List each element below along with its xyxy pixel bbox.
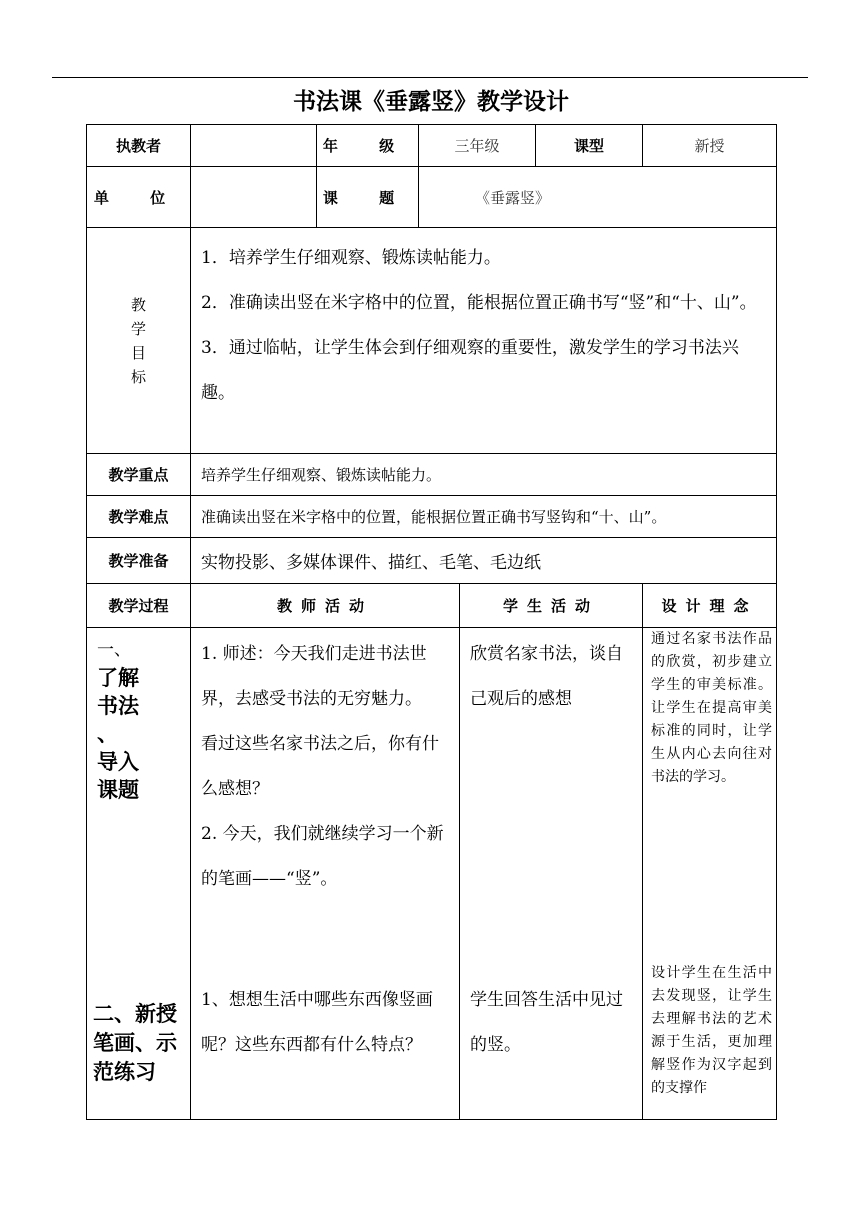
info-row-2: [87, 167, 777, 228]
process-label: 教学过程: [87, 584, 191, 628]
step-1-line: 课题: [97, 778, 139, 802]
objectives-list: [191, 228, 777, 454]
objectives-label: [87, 228, 191, 454]
objective-item: 1．培养学生仔细观察、锻炼读帖能力。: [201, 248, 501, 268]
teacher-activity-line: 2. 今天，我们就继续学习一个新的笔画——“竖”。: [201, 824, 444, 889]
teacher-activity-line: 1、想想生活中哪些东西像竖画呢？这些东西都有什么特点？: [201, 990, 433, 1055]
unit-value: [191, 167, 317, 228]
difficulty-value: 准确读出竖在米字格中的位置，能根据位置正确书写竖钩和“十、山”。: [191, 496, 777, 538]
difficulty-row: [87, 496, 777, 538]
step-1-prefix: 一、: [97, 640, 131, 660]
info-row-1: [87, 125, 777, 167]
step-1-line: 、: [97, 722, 118, 746]
objectives-label-char: 标: [130, 367, 146, 386]
step-1-line: 了解: [97, 666, 139, 690]
teacher-label: 执教者: [87, 125, 191, 167]
teacher-activity-line: 看过这些名家书法之后，你有什么感想？: [201, 734, 439, 799]
top-rule: [52, 77, 808, 78]
objectives-label-char: 学: [130, 319, 146, 338]
step-1-line: 导入: [97, 750, 139, 774]
design-concept-cell: [643, 628, 777, 1120]
teacher-value: [191, 125, 317, 167]
objectives-label-char: 目: [130, 343, 146, 362]
lesson-type-label: 课型: [536, 125, 643, 167]
step-1-line: 书法: [97, 694, 139, 718]
topic-label: 课 题: [317, 167, 419, 228]
design-concept-2: 设计学生在生活中去发现竖，让学生去理解书法的艺术源于生活，更加理解竖作为汉字起到的支撑作: [651, 965, 773, 1096]
student-activity-2: 学生回答生活中见过的竖。: [470, 990, 623, 1055]
design-concept-1: 通过名家书法作品的欣赏，初步建立学生的审美标准。让学生在提高审美标准的同时，让学生从内心去向往对书法的学习。: [651, 631, 773, 785]
step-2-line: 范练习: [93, 1060, 156, 1084]
key-point-value: 培养学生仔细观察、锻炼读帖能力。: [191, 454, 777, 496]
process-content-row: [87, 628, 777, 1120]
step-1: [97, 636, 139, 804]
topic-value: 《垂露竖》: [419, 167, 777, 228]
objectives-row: [87, 228, 777, 454]
teacher-activity-2: [191, 978, 459, 1068]
process-header-row: [87, 584, 777, 628]
teacher-activity-header: 教师活动: [191, 584, 460, 628]
lesson-type-value: 新授: [643, 125, 777, 167]
student-activity-cell: [460, 628, 643, 1120]
key-point-row: [87, 454, 777, 496]
key-point-label: 教学重点: [87, 454, 191, 496]
preparation-value: 实物投影、多媒体课件、描红、毛笔、毛边纸: [191, 538, 777, 584]
step-2-line: 笔画、示: [93, 1031, 177, 1055]
grade-label: 年 级: [317, 125, 419, 167]
preparation-row: [87, 538, 777, 584]
teacher-activity-cell: [191, 628, 460, 1120]
teacher-activity-1: [191, 632, 459, 902]
student-activity-header: 学生活动: [460, 584, 643, 628]
student-activity-1: 欣赏名家书法，谈自己观后的感想: [470, 644, 623, 709]
process-steps: [87, 628, 191, 1120]
objective-item: 3．通过临帖，让学生体会到仔细观察的重要性，激发学生的学习书法兴趣。: [201, 338, 739, 403]
objectives-label-char: 教: [130, 295, 146, 314]
unit-label: 单 位: [87, 167, 191, 228]
preparation-label: 教学准备: [87, 538, 191, 584]
page-title: 书法课《垂露竖》教学设计: [293, 89, 569, 115]
design-concept-header: 设计理念: [643, 584, 777, 628]
difficulty-label: 教学难点: [87, 496, 191, 538]
step-2: [93, 1000, 189, 1087]
step-2-line: 二、新授: [93, 1002, 177, 1026]
grade-value: 三年级: [419, 125, 536, 167]
lesson-plan-table: [86, 124, 777, 1120]
teacher-activity-line: 1. 师述：今天我们走进书法世界，去感受书法的无穷魅力。: [201, 644, 427, 709]
objective-item: 2．准确读出竖在米字格中的位置，能根据位置正确书写“竖”和“十、山”。: [201, 293, 757, 313]
